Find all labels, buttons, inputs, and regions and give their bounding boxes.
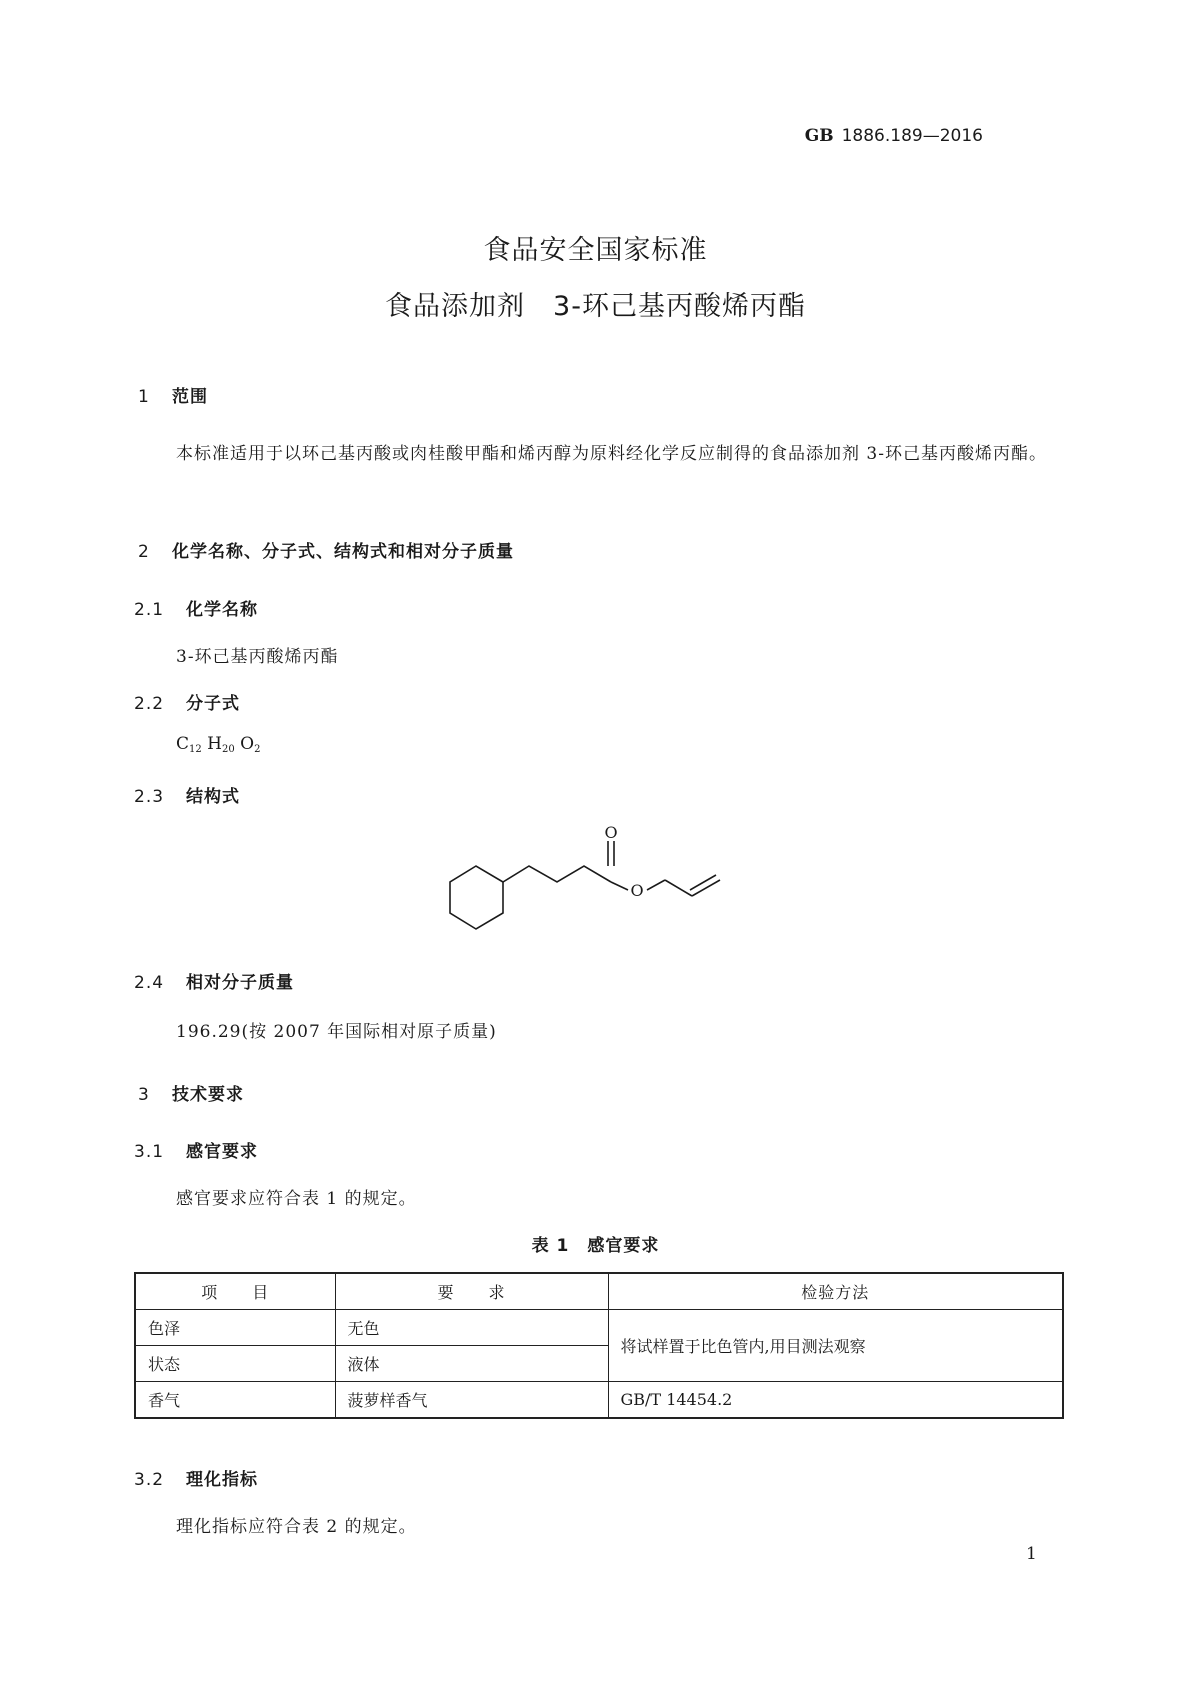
table-1-caption: 表 1 感官要求 [531, 1236, 660, 1256]
section-2-1-heading: 2.1 化学名称 [134, 600, 258, 620]
table-header-method: 检验方法 [608, 1273, 1063, 1310]
section-3-2-heading: 3.2 理化指标 [134, 1470, 258, 1490]
table-cell-requirement: 菠萝样香气 [335, 1382, 608, 1419]
page-number: 1 [1026, 1544, 1037, 1564]
propanoate-chain [503, 866, 611, 882]
section-3-1-body: 感官要求应符合表 1 的规定。 [176, 1189, 417, 1209]
document-title: 食品安全国家标准 [483, 235, 708, 266]
table-header-item: 项 目 [135, 1273, 335, 1310]
table-row [135, 1382, 1063, 1419]
table-cell-requirement: 无色 [335, 1310, 608, 1346]
section-2-3-heading: 2.3 结构式 [134, 787, 240, 807]
table-cell-shared-method: 将试样置于比色管内,用目测法观察 [608, 1310, 1063, 1382]
section-1-body: 本标准适用于以环己基丙酸或肉桂酸甲酯和烯丙醇为原料经化学反应制得的食品添加剂 3-环己基丙酸烯丙酯。 [176, 444, 1047, 464]
table-cell-item: 状态 [135, 1346, 335, 1382]
table-cell-requirement: 液体 [335, 1346, 608, 1382]
section-2-2-heading: 2.2 分子式 [134, 694, 240, 714]
table-cell-method: GB/T 14454.2 [608, 1382, 1063, 1419]
standard-code [805, 126, 983, 146]
section-2-4-heading: 2.4 相对分子质量 [134, 973, 294, 993]
document-subtitle: 食品添加剂 3-环己基丙酸烯丙酯 [385, 291, 806, 322]
table-row [135, 1310, 1063, 1346]
standard-number: 1886.189—2016 [841, 126, 983, 146]
table-cell-item: 香气 [135, 1382, 335, 1419]
structure-bonds [450, 841, 720, 929]
molecular-weight: 196.29(按 2007 年国际相对原子质量) [176, 1022, 497, 1042]
section-1-heading: 1 范围 [138, 387, 208, 407]
section-3-1-heading: 3.1 感官要求 [134, 1142, 258, 1162]
molecular-formula: $C_{12}$ $H_{20}$ $O_2$ [176, 734, 261, 755]
table-header-row [135, 1273, 1063, 1310]
section-3-2-body: 理化指标应符合表 2 的规定。 [176, 1517, 417, 1537]
carbonyl-oxygen-label: O [604, 823, 618, 842]
section-2-heading: 2 化学名称、分子式、结构式和相对分子质量 [138, 542, 514, 562]
table-header-requirement: 要 求 [335, 1273, 608, 1310]
structural-formula [440, 820, 760, 950]
chemical-name: 3-环己基丙酸烯丙酯 [176, 647, 339, 667]
cyclohexane-ring [450, 866, 503, 929]
standard-prefix: GB [804, 126, 834, 146]
ester-oxygen-label: O [630, 881, 644, 900]
section-3-heading: 3 技术要求 [138, 1085, 244, 1105]
table-1 [134, 1272, 1064, 1419]
table-cell-item: 色泽 [135, 1310, 335, 1346]
